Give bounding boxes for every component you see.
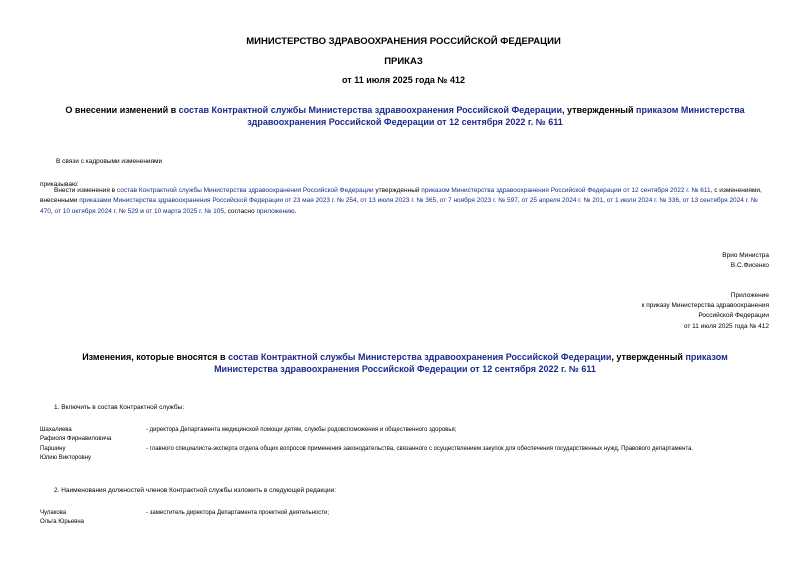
body-link-order-105[interactable]: от 10 марта 2025 г. № 105 bbox=[145, 207, 224, 215]
body-link-order-529[interactable]: от 10 октября 2024 г. № 529 bbox=[54, 207, 139, 215]
body-link-order-597[interactable]: от 7 ноября 2023 г. № 597 bbox=[439, 197, 518, 205]
title-link-contract-service[interactable]: состав Контрактной службы Министерства здравоохранения Российской Федерации bbox=[178, 105, 562, 115]
changes-title-text-1: Изменения, которые вносятся в bbox=[82, 352, 229, 362]
body-text-1: Внести изменения в bbox=[54, 187, 117, 194]
body-text-7: , bbox=[603, 197, 607, 205]
member-name bbox=[40, 445, 91, 462]
reason-paragraph: В связи с кадровыми изменениями bbox=[56, 158, 163, 165]
document-date-number: от 11 июля 2025 года № 412 bbox=[342, 75, 465, 85]
appendix-line-2: к приказу Министерства здравоохранения bbox=[641, 302, 769, 310]
member-name bbox=[40, 426, 111, 443]
changes-title bbox=[55, 351, 755, 375]
body-link-appendix[interactable]: приложению bbox=[256, 207, 295, 215]
main-paragraph bbox=[40, 186, 768, 217]
member-given-name: Ольга Юрьевна bbox=[40, 518, 84, 525]
changes-title-link-order-611[interactable]: приказом Министерства здравоохранения Российской Федерации от 12 сентября 2022 г. № 611 bbox=[214, 352, 728, 374]
body-text-10: и bbox=[138, 207, 146, 215]
body-text-2: утвержденный bbox=[373, 187, 422, 194]
document-type: ПРИКАЗ bbox=[384, 56, 423, 67]
item-2-heading: 2. Наименования должностей членов Контрактной службы изложить в следующей редакции: bbox=[54, 487, 337, 494]
body-link-order-201[interactable]: от 25 апреля 2024 г. № 201 bbox=[521, 197, 604, 205]
member-position: - директора Департамента медицинской помощи детям, службы родовспоможения и общественного здоровья; bbox=[146, 427, 457, 433]
member-name bbox=[40, 509, 84, 526]
body-text-11: , согласно bbox=[224, 207, 257, 215]
order-word: приказываю: bbox=[40, 181, 79, 188]
body-text-3: , с изменениями, внесенными bbox=[40, 187, 762, 205]
body-text-12: . bbox=[294, 207, 297, 215]
body-link-order-336[interactable]: от 1 июля 2024 г. № 336 bbox=[606, 197, 679, 205]
body-text-8: , bbox=[678, 197, 683, 205]
body-text-4: , bbox=[356, 197, 361, 205]
member-position: - главного специалиста-эксперта отдела общих вопросов применения законодательства, связанного с осуществлением закупок для обеспечения государственных нужд, Правового департамента. bbox=[146, 446, 694, 452]
signature-block bbox=[722, 251, 769, 271]
body-text-6: , bbox=[517, 197, 522, 205]
appendix-line-1: Приложение bbox=[730, 292, 769, 299]
appendix-line-3: Российской Федерации bbox=[698, 312, 769, 320]
signatory-name: В.С.Фисенко bbox=[730, 262, 769, 270]
body-link-contract-service[interactable]: состав Контрактной службы Министерства здравоохранения Российской Федерации bbox=[116, 187, 374, 194]
member-given-name: Рафиоля Фирнавиловича bbox=[40, 435, 112, 442]
title-text-2: , утвержденный bbox=[562, 105, 637, 115]
body-text-9: , bbox=[50, 207, 55, 215]
member-given-name: Юлию Викторовну bbox=[40, 454, 92, 461]
body-link-order-365[interactable]: от 13 июля 2023 г. № 365 bbox=[360, 197, 437, 205]
member-surname: Шахалиева bbox=[40, 427, 72, 433]
item-1-heading: 1. Включить в состав Контрактной службы: bbox=[54, 404, 185, 411]
body-link-order-611[interactable]: приказом Министерства здравоохранения Российской Федерации от 12 сентября 2022 г. № 611 bbox=[421, 187, 711, 194]
title-text-1: О внесении изменений в bbox=[65, 105, 179, 115]
signatory-position: Врио Министра bbox=[722, 252, 769, 259]
ministry-name: МИНИСТЕРСТВО ЗДРАВООХРАНЕНИЯ РОССИЙСКОЙ ФЕДЕРАЦИИ bbox=[246, 36, 561, 47]
title-link-order-611[interactable]: приказом Министерства здравоохранения Российской Федерации от 12 сентября 2022 г. № 611 bbox=[247, 105, 745, 127]
body-link-order-254[interactable]: приказами Министерства здравоохранения Российской Федерации от 23 мая 2023 г. № 254 bbox=[79, 197, 357, 205]
changes-title-link-contract-service[interactable]: состав Контрактной службы Министерства здравоохранения Российской Федерации bbox=[228, 352, 612, 362]
appendix-line-4: от 11 июля 2025 года № 412 bbox=[683, 322, 769, 330]
member-surname: Паршину bbox=[40, 446, 66, 452]
member-position: - заместитель директора Департамента проектной деятельности; bbox=[146, 510, 329, 516]
appendix-block bbox=[642, 291, 769, 332]
changes-title-text-2: , утвержденный bbox=[611, 352, 686, 362]
member-surname: Чулакова bbox=[40, 510, 67, 516]
body-text-5: , bbox=[436, 197, 440, 205]
document-title bbox=[55, 104, 755, 128]
body-link-order-470[interactable]: от 13 сентября 2024 г. № 470 bbox=[40, 197, 758, 215]
